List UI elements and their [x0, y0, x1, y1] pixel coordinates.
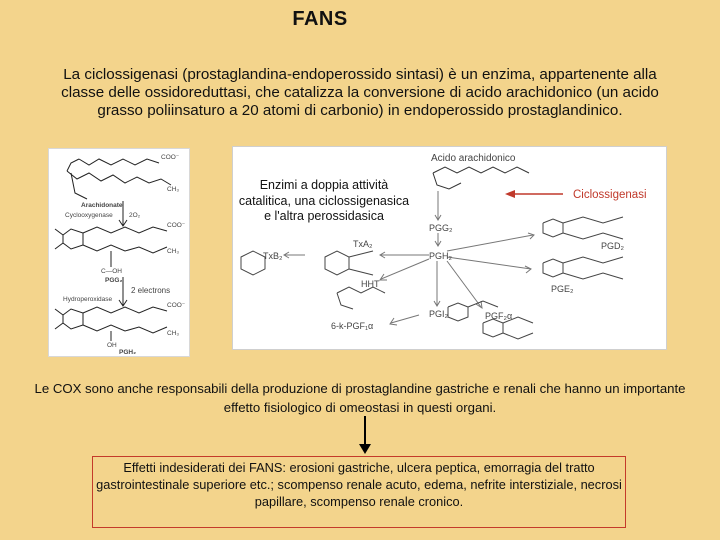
down-arrow-icon: [355, 416, 375, 456]
label-c-oh: C—OH: [101, 268, 122, 275]
label-ch3-3: CH₃: [167, 330, 180, 337]
prostanoid-pathway-figure: [232, 146, 667, 350]
label-coo-2: COO⁻: [167, 222, 186, 229]
label-coo-1: COO⁻: [161, 154, 180, 161]
label-oh: OH: [107, 342, 117, 349]
label-pgh2: PGH₂: [429, 251, 452, 261]
intro-paragraph: La ciclossigenasi (prostaglandina-endoperossido sintasi) è un enzima, appartenente alla classe delle ossidoreduttasi, che catalizza la conversione di acido arachidonico (un acido grasso poliinsaturo a 20 atomi di carbonio) in endoperossido prostaglandinico.: [61, 66, 659, 119]
label-ch3-2: CH₃: [167, 248, 180, 255]
label-txa2: TxA₂: [353, 239, 373, 249]
label-coo-3: COO⁻: [167, 302, 186, 309]
arachidonate-pathway-figure: [48, 148, 190, 357]
label-hht: HHT: [361, 279, 380, 289]
ciclossigenasi-arrow: [505, 190, 563, 198]
prostanoid-structures: [241, 217, 623, 339]
arachidonic-acid-structure: [433, 167, 529, 189]
label-pgg2-left: PGG₂: [105, 277, 123, 284]
arachidonate-structures-svg: [49, 149, 189, 356]
slide-title: FANS: [292, 8, 348, 30]
label-pgf2a: PGF₂α: [485, 311, 513, 321]
enzyme-activity-note: Enzimi a doppia attività catalitica, una ciclossigenasica e l'altra perossidasica: [236, 178, 412, 225]
label-hydroperoxidase: Hydroperoxidase: [63, 296, 113, 303]
label-o2: 2O₂: [129, 212, 141, 219]
label-two-electrons: 2 electrons: [131, 286, 171, 295]
label-6-keto-pgf1a: 6-k-PGF₁α: [331, 321, 374, 331]
label-acido-arachidonico: Acido arachidonico: [431, 153, 516, 164]
label-ciclossigenasi: Ciclossigenasi: [573, 189, 647, 201]
label-pgd2: PGD₂: [601, 241, 624, 251]
label-cyclooxygenase: Cyclooxygenase: [65, 212, 113, 219]
label-txb2: TxB₂: [263, 251, 283, 261]
label-pgg2: PGG₂: [429, 223, 453, 233]
label-arachidonate: Arachidonate: [81, 202, 123, 209]
label-pge2: PGE₂: [551, 284, 574, 294]
label-pgh2-left: PGH₂: [119, 349, 136, 356]
side-effects-box: Effetti indesiderati dei FANS: erosioni gastriche, ulcera peptica, emorragia del tratto gastrointestinale superiore etc.; scompenso renale acuto, edema, nefrite interstiziale, necrosi papillare, scompenso renale cronico.: [92, 456, 626, 528]
cox-paragraph: Le COX sono anche responsabili della produzione di prostaglandine gastriche e renali che hanno un importante effetto fisiologico di omeostasi in questi organi.: [34, 381, 686, 415]
label-pgi2: PGI₂: [429, 309, 448, 319]
label-ch3-1: CH₃: [167, 186, 180, 193]
